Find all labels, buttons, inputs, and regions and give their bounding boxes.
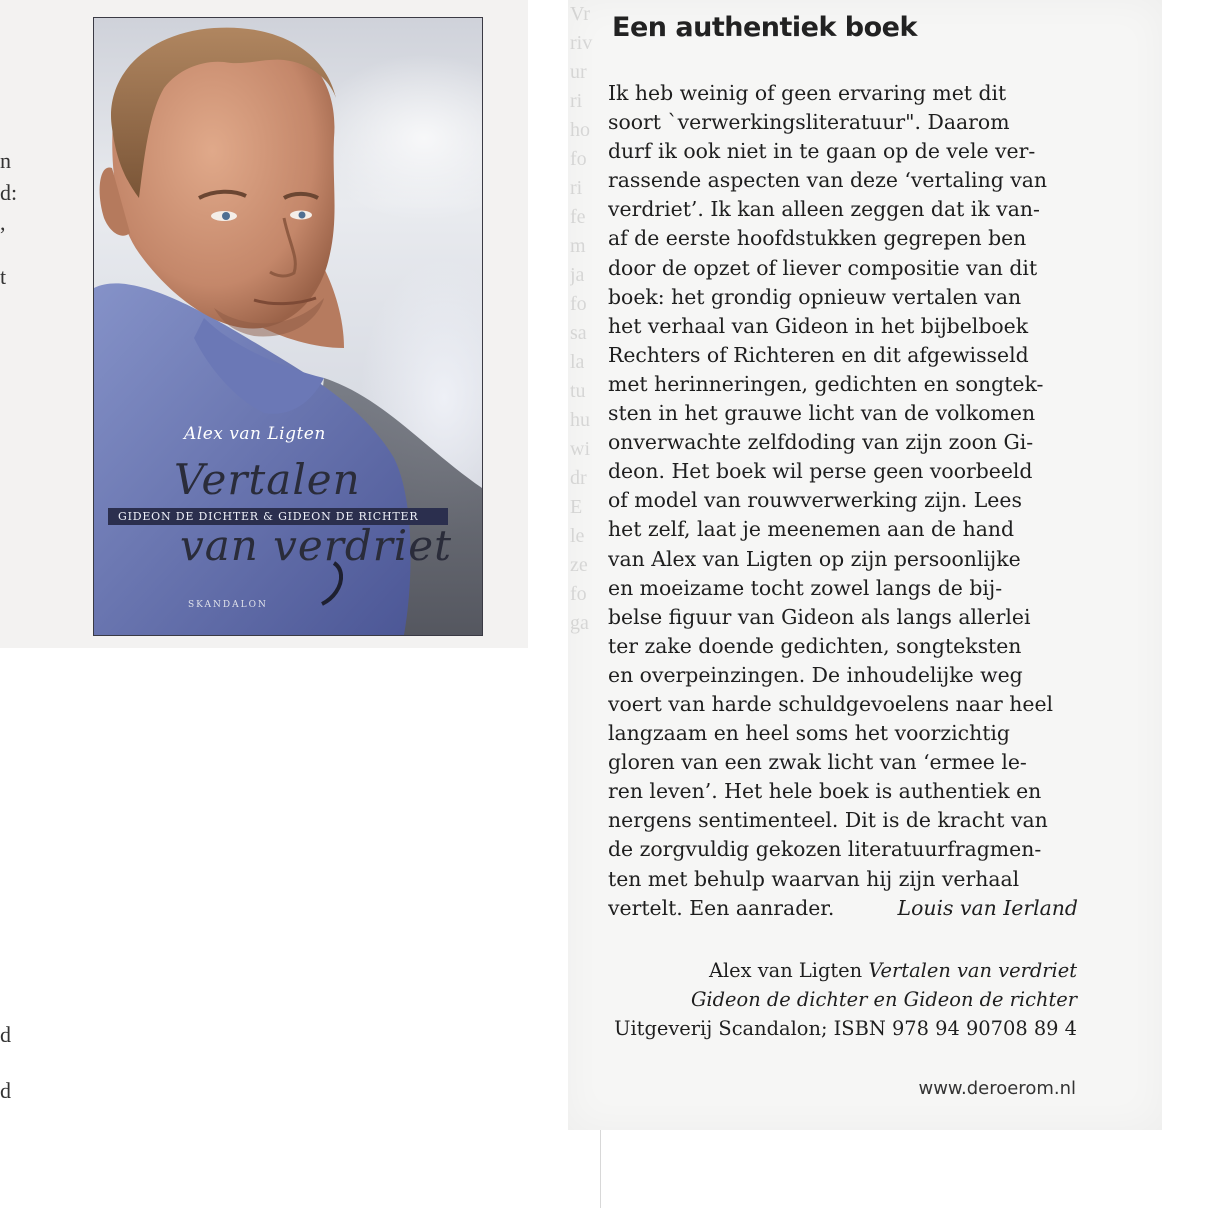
- credits-author-title: [600, 956, 1077, 985]
- cover-author: Alex van Ligten: [184, 424, 326, 444]
- body-line: en overpeinzingen. De inhoudelijke weg: [608, 662, 1023, 687]
- cover-subtitle: GIDEON DE DICHTER & GIDEON DE RICHTER: [118, 510, 419, 523]
- website-url: www.deroerom.nl: [918, 1078, 1076, 1099]
- bleed-text: d:: [0, 180, 18, 205]
- show-through-text: Vr riv ur ri ho fo ri fe m ja fo sa la tu hu wi dr E le ze fo ga: [570, 3, 593, 634]
- credits-publisher-isbn: Uitgeverij Scandalon; ISBN 978 94 90708 89 4: [614, 1017, 1077, 1040]
- body-line: langzaam en heel soms het voorzichtig: [608, 721, 1010, 746]
- body-line: boek: het grondig opnieuw vertalen van: [608, 284, 1022, 309]
- credits-author: Alex van Ligten: [708, 959, 863, 982]
- body-last-line: [608, 894, 1078, 923]
- body-line: onverwachte zelfdoding van zijn zoon Gi-: [608, 430, 1034, 455]
- body-line: deon. Het boek wil perse geen voorbeeld: [608, 459, 1033, 484]
- bleed-text: ,: [0, 210, 6, 235]
- credits-subtitle: [600, 985, 1077, 1014]
- page-edge-line: [600, 1130, 601, 1208]
- body-line: gloren van een zwak licht van ‘ermee le-: [608, 750, 1027, 775]
- body-line: ren leven’. Het hele boek is authentiek en: [608, 779, 1042, 804]
- body-line: ten met behulp waarvan hij zijn verhaal: [608, 866, 1020, 891]
- bleed-text: d: [0, 1078, 11, 1103]
- body-line: voert van harde schuldgevoelens naar heel: [608, 691, 1054, 716]
- body-line: het verhaal van Gideon in het bijbelboek: [608, 313, 1029, 338]
- body-line: het zelf, laat je meenemen aan de hand: [608, 517, 1015, 542]
- cover-title-line1: Vertalen: [174, 455, 361, 504]
- body-line: af de eerste hoofdstukken gegrepen ben: [608, 226, 1027, 251]
- body-line: rassende aspecten van deze ‘vertaling van: [608, 168, 1048, 193]
- article-body: [608, 79, 1078, 923]
- body-line: de zorgvuldig gekozen literatuurfragmen-: [608, 837, 1042, 862]
- body-line: Rechters of Richteren en dit afgewisseld: [608, 342, 1029, 367]
- credits-subtitle-text: Gideon de dichter en Gideon de richter: [690, 988, 1077, 1011]
- body-line: van Alex van Ligten op zijn persoonlijke: [608, 546, 1021, 571]
- body-line: verdriet’. Ik kan alleen zeggen dat ik van-: [608, 197, 1040, 222]
- bleed-text: d: [0, 1022, 11, 1047]
- cover-title-line2: van verdriet: [180, 521, 452, 570]
- book-cover: [93, 17, 483, 636]
- body-line: en moeizame tocht zowel langs de bij-: [608, 575, 1003, 600]
- blank-area: [0, 648, 570, 1208]
- body-line: ter zake doende gedichten, songteksten: [608, 633, 1022, 658]
- body-line: soort `verwerkingsliteratuur". Daarom: [608, 110, 1010, 135]
- book-credits: [600, 956, 1077, 1043]
- body-line: door de opzet of liever compositie van dit: [608, 255, 1038, 280]
- cover-publisher-logo: SKANDALON: [188, 600, 268, 610]
- article-title: Een authentiek boek: [612, 12, 917, 43]
- body-line: belse figuur van Gideon als langs allerlei: [608, 604, 1031, 629]
- credits-title: Vertalen van verdriet: [868, 959, 1077, 982]
- body-line: sten in het grauwe licht van de volkomen: [608, 401, 1036, 426]
- body-line: durf ik ook niet in te gaan op de vele ver-: [608, 139, 1036, 164]
- body-line: met herinneringen, gedichten en songtek-: [608, 371, 1044, 396]
- body-line: Ik heb weinig of geen ervaring met dit: [608, 81, 1007, 105]
- bleed-text: t: [0, 264, 7, 289]
- body-line: nergens sentimenteel. Dit is de kracht van: [608, 808, 1048, 833]
- last-sentence: vertelt. Een aanrader.: [608, 895, 835, 920]
- article-signature: Louis van Ierland: [897, 895, 1078, 920]
- body-line: of model van rouwverwerking zijn. Lees: [608, 488, 1022, 513]
- bleed-text: n: [0, 148, 11, 173]
